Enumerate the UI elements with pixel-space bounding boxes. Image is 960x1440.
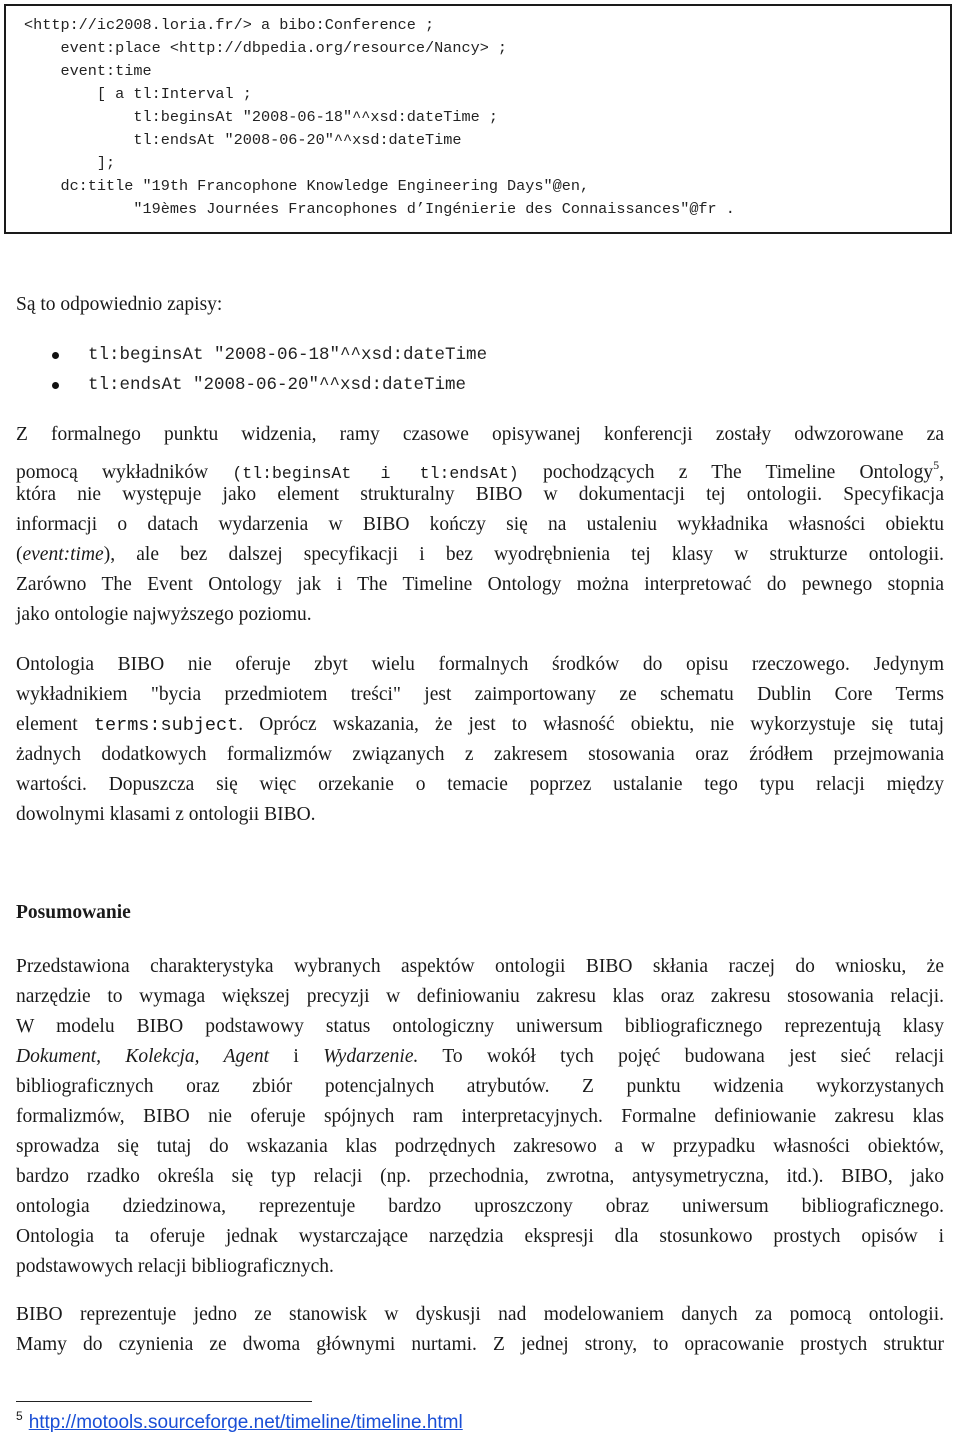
footnote-ref: 5 xyxy=(933,458,940,472)
paragraph-summary: Przedstawiona charakterystyka wybranych aspektów ontologii BIBO skłania raczej do wniosku, że narzędzie to wymaga większej precyzji w definiowaniu zakresu klas oraz zakresu stosowania relacji. W modelu BIBO podstawowy status ontologiczny uniwersum bibliograficznego reprezentują klasy Dokument, Kolekcja, Agent i Wydarzenie. To wokół tych pojęć budowana jest sieć relacji bibliograficznych oraz zbiór potencjalnych atrybutów. Z punktu widzenia wykorzystanych formalizmów, BIBO nie oferuje spójnych ram interpretacyjnych. Formalne definiowanie zakresu klas sprowadza się tutaj do wskazania klas podrzędnych zakresowo a w przypadku własności obiektów, bardzo rzadko określa się typ relacji (np. przechodnia, zwrotna, antysymetryczna, itd.). BIBO, jako ontologia dziedzinowa, reprezentuje bardzo uproszczony obraz uniwersum bibliograficznego. Ontologia ta oferuje jednak wystarczające narzędzia ekspresji dla stosunkowo prostych opisów i podstawowych relacji bibliograficznych. xyxy=(16,956,945,1277)
footnote-link[interactable]: http://motools.sourceforge.net/timeline/timeline.html xyxy=(28,1412,463,1433)
intro-sentence: Są to odpowiednio zapisy: xyxy=(16,294,223,315)
section-heading: Posumowanie xyxy=(16,902,131,923)
rdf-code-block xyxy=(4,4,952,234)
paragraph-modeling: BIBO reprezentuje jedno ze stanowisk w dyskusji nad modelowaniem danych za pomocą ontologii. Mamy do czynienia ze dwoma głównymi nurtami. Z jednej strony, to opracowanie prostych struktur xyxy=(16,1304,944,1355)
paragraph-subject: Ontologia BIBO nie oferuje zbyt wielu formalnych środków do opisu rzeczowego. Jedynym wykładnikiem "bycia przedmiotem treści" jest zaimportowany ze schematu Dublin Core Terms element terms:subject. Oprócz wskazania, że jest to własność obiektu, nie wykorzystuje się tutaj żadnych dodatkowych formalizmów związanych z zakresem stosowania oraz źródłem przejmowania wartości. Dopuszcza się więc orzekanie o temacie poprzez ustalanie tego typu relacji między dowolnymi klasami z ontologii BIBO. xyxy=(16,654,944,825)
paragraph-timeline: Z formalnego punktu widzenia, ramy czasowe opisywanej konferencji zostały odwzorowane za pomocą wykładników (tl:beginsAt i tl:endsAt) pochodzących z The Timeline Ontology$^5$, która nie występuje jako element strukturalny BIBO w dokumentacji tej ontologii. Specyfikacja informacji o datach wydarzenia w BIBO kończy się na ustaleniu wykładnika własności obiektu (event:time), ale bez dalszej specyfikacji i bez wyodrębnienia tej klasy w strukturze ontologii. Zarówno The Event Ontology jak i The Timeline Ontology można interpretować do pewnego stopnia jako ontologie najwyższego poziomu. xyxy=(16,424,945,625)
bullet-icon xyxy=(52,382,59,389)
footnote-divider xyxy=(16,1401,312,1402)
rdf-code-text: <http://ic2008.loria.fr/> a bibo:Conference ; event:place <http://dbpedia.org/resource/Nancy> ; event:time [ a tl:Interval ; tl:beginsAt "2008-06-18"^^xsd:dateTime ; tl:endsAt "2008-06-20"^^xsd:dateTime ]; dc:title "19th Francophone Knowledge Engineering Days"@en, "19èmes Journées Francophones d’Ingénierie des Connaissances"@fr . xyxy=(24,16,735,218)
footnote xyxy=(16,1409,463,1434)
bullet-icon xyxy=(52,352,59,359)
footnote-number: 5 xyxy=(16,1409,23,1423)
